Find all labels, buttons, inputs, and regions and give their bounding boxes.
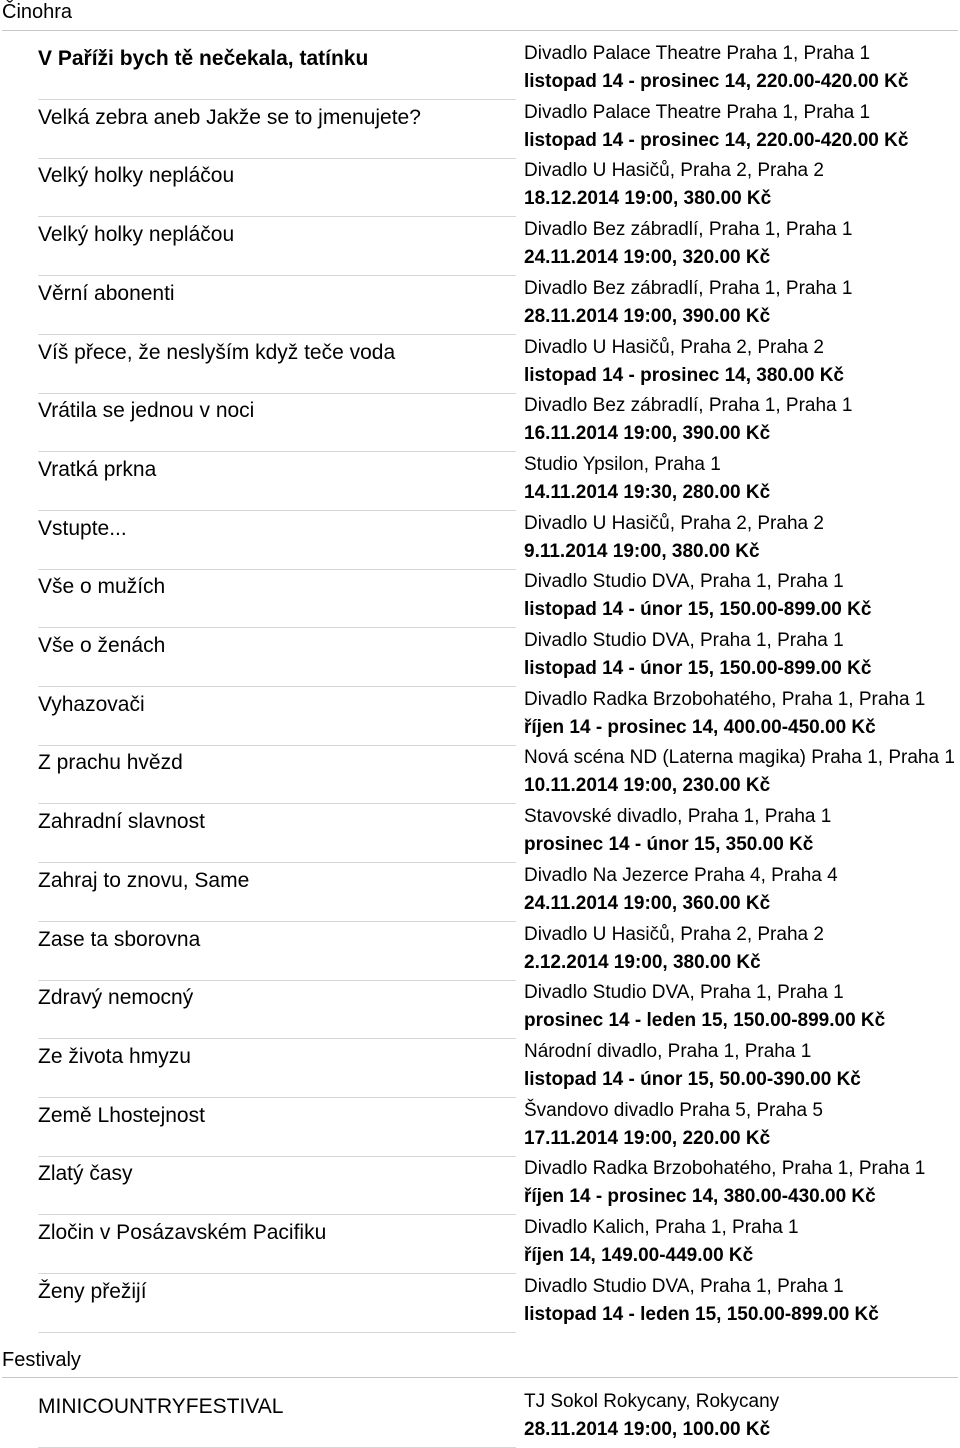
event-venue: Stavovské divadlo, Praha 1, Praha 1 (524, 806, 832, 828)
event-row (0, 980, 960, 1039)
event-title[interactable]: Velká zebra aneb Jakže se to jmenujete? (38, 105, 421, 129)
event-row (0, 1156, 960, 1215)
event-row (0, 511, 960, 570)
event-row (0, 922, 960, 981)
section-divider (2, 30, 958, 31)
event-venue: TJ Sokol Rokycany, Rokycany (524, 1391, 780, 1412)
event-row (0, 569, 960, 628)
event-date-price: listopad 14 - únor 15, 150.00-899.00 Kč (524, 599, 872, 621)
event-venue: Divadlo U Hasičů, Praha 2, Praha 2 (524, 923, 824, 945)
event-venue: Divadlo Studio DVA, Praha 1, Praha 1 (524, 982, 844, 1004)
event-row (0, 1039, 960, 1098)
section-divider (2, 1377, 958, 1378)
section-title-festivaly: Festivaly (2, 1349, 81, 1371)
event-date-price: 10.11.2014 19:00, 230.00 Kč (524, 775, 771, 797)
event-date-price: 17.11.2014 19:00, 220.00 Kč (524, 1127, 771, 1149)
event-title[interactable]: Z prachu hvězd (38, 751, 183, 775)
event-title[interactable]: Zločin v Posázavském Pacifiku (38, 1221, 327, 1244)
event-venue: Švandovo divadlo Praha 5, Praha 5 (524, 1099, 823, 1121)
event-venue: Divadlo Kalich, Praha 1, Praha 1 (524, 1217, 799, 1238)
event-date-price: 28.11.2014 19:00, 390.00 Kč (524, 305, 771, 327)
event-venue: Divadlo Studio DVA, Praha 1, Praha 1 (524, 1275, 844, 1297)
event-row (0, 217, 960, 276)
event-row (0, 335, 960, 394)
event-title[interactable]: Vše o mužích (38, 575, 166, 599)
event-row (0, 1389, 960, 1448)
event-row (0, 41, 960, 100)
event-venue: Divadlo Bez zábradlí, Praha 1, Praha 1 (524, 395, 853, 417)
event-title[interactable]: Vstupte... (38, 516, 127, 540)
event-date-price: 24.11.2014 19:00, 320.00 Kč (524, 247, 771, 269)
event-date-price: 14.11.2014 19:30, 280.00 Kč (524, 481, 771, 503)
event-date-price: listopad 14 - leden 15, 150.00-899.00 Kč (524, 1303, 879, 1325)
event-venue: Divadlo U Hasičů, Praha 2, Praha 2 (524, 160, 824, 182)
event-title[interactable]: Zdravý nemocný (38, 986, 194, 1010)
event-title[interactable]: Velký holky nepláčou (38, 223, 235, 247)
event-row (0, 1098, 960, 1157)
section-title-cinohra: Činohra (2, 1, 73, 23)
event-row (0, 452, 960, 511)
event-date-price: listopad 14 - únor 15, 50.00-390.00 Kč (524, 1068, 861, 1090)
event-title[interactable]: Zahradní slavnost (38, 810, 205, 834)
event-row (0, 745, 960, 804)
event-date-price: 18.12.2014 19:00, 380.00 Kč (524, 188, 772, 210)
event-venue: Nová scéna ND (Laterna magika) Praha 1, Praha 1 (524, 747, 955, 769)
event-venue: Divadlo Palace Theatre Praha 1, Praha 1 (524, 43, 871, 64)
event-date-price: listopad 14 - prosinec 14, 380.00 Kč (524, 364, 844, 386)
event-date-price: listopad 14 - prosinec 14, 220.00-420.00 Kč (524, 129, 909, 151)
event-title[interactable]: Vyhazovači (38, 692, 145, 716)
event-venue: Divadlo Studio DVA, Praha 1, Praha 1 (524, 571, 844, 593)
event-title[interactable]: Vratká prkna (38, 457, 157, 481)
event-date-price: 24.11.2014 19:00, 360.00 Kč (524, 892, 771, 914)
event-title[interactable]: Zlatý časy (38, 1162, 133, 1186)
event-venue: Divadlo Studio DVA, Praha 1, Praha 1 (524, 630, 844, 651)
event-date-price: říjen 14 - prosinec 14, 400.00-450.00 Kč (524, 716, 876, 738)
event-title[interactable]: Ženy přežijí (38, 1279, 147, 1303)
event-row (0, 100, 960, 159)
row-divider (38, 1332, 516, 1333)
event-title[interactable]: Věrní abonenti (38, 281, 175, 305)
event-row (0, 393, 960, 452)
event-title[interactable]: Víš přece, že neslyším když teče voda (38, 340, 396, 364)
event-row (0, 158, 960, 217)
event-title[interactable]: Zahraj to znovu, Same (38, 868, 250, 892)
event-venue: Divadlo Palace Theatre Praha 1, Praha 1 (524, 101, 871, 123)
event-venue: Divadlo Na Jezerce Praha 4, Praha 4 (524, 864, 838, 886)
event-title[interactable]: Země Lhostejnost (38, 1103, 205, 1127)
event-venue: Divadlo Bez zábradlí, Praha 1, Praha 1 (524, 219, 853, 241)
event-date-price: říjen 14, 149.00-449.00 Kč (524, 1245, 754, 1266)
event-venue: Divadlo U Hasičů, Praha 2, Praha 2 (524, 512, 824, 534)
event-venue: Divadlo Bez zábradlí, Praha 1, Praha 1 (524, 277, 853, 299)
event-title[interactable]: Ze života hmyzu (38, 1044, 191, 1068)
event-row (0, 804, 960, 863)
event-row (0, 1274, 960, 1333)
event-venue: Divadlo Radka Brzobohatého, Praha 1, Praha 1 (524, 688, 926, 710)
event-title[interactable]: Vše o ženách (38, 634, 166, 657)
event-venue: Divadlo Radka Brzobohatého, Praha 1, Praha 1 (524, 1158, 926, 1180)
event-row (0, 863, 960, 922)
event-row (0, 628, 960, 687)
event-date-price: listopad 14 - prosinec 14, 220.00-420.00 Kč (524, 71, 909, 92)
event-row (0, 687, 960, 746)
event-title[interactable]: Zase ta sborovna (38, 927, 201, 951)
event-date-price: 16.11.2014 19:00, 390.00 Kč (524, 423, 771, 445)
event-venue: Studio Ypsilon, Praha 1 (524, 453, 721, 475)
event-date-price: 2.12.2014 19:00, 380.00 Kč (524, 951, 761, 973)
event-title[interactable]: V Paříži bych tě nečekala, tatínku (38, 47, 369, 70)
event-date-price: listopad 14 - únor 15, 150.00-899.00 Kč (524, 658, 872, 679)
event-row (0, 1215, 960, 1274)
event-title[interactable]: MINICOUNTRYFESTIVAL (38, 1395, 284, 1418)
event-row (0, 276, 960, 335)
event-date-price: 9.11.2014 19:00, 380.00 Kč (524, 540, 760, 562)
event-date-price: prosinec 14 - únor 15, 350.00 Kč (524, 834, 814, 856)
event-date-price: říjen 14 - prosinec 14, 380.00-430.00 Kč (524, 1186, 876, 1208)
event-venue: Divadlo U Hasičů, Praha 2, Praha 2 (524, 336, 824, 358)
event-title[interactable]: Velký holky nepláčou (38, 164, 235, 188)
event-title[interactable]: Vrátila se jednou v noci (38, 399, 255, 423)
event-date-price: prosinec 14 - leden 15, 150.00-899.00 Kč (524, 1010, 886, 1032)
event-date-price: 28.11.2014 19:00, 100.00 Kč (524, 1419, 771, 1440)
event-venue: Národní divadlo, Praha 1, Praha 1 (524, 1040, 812, 1062)
